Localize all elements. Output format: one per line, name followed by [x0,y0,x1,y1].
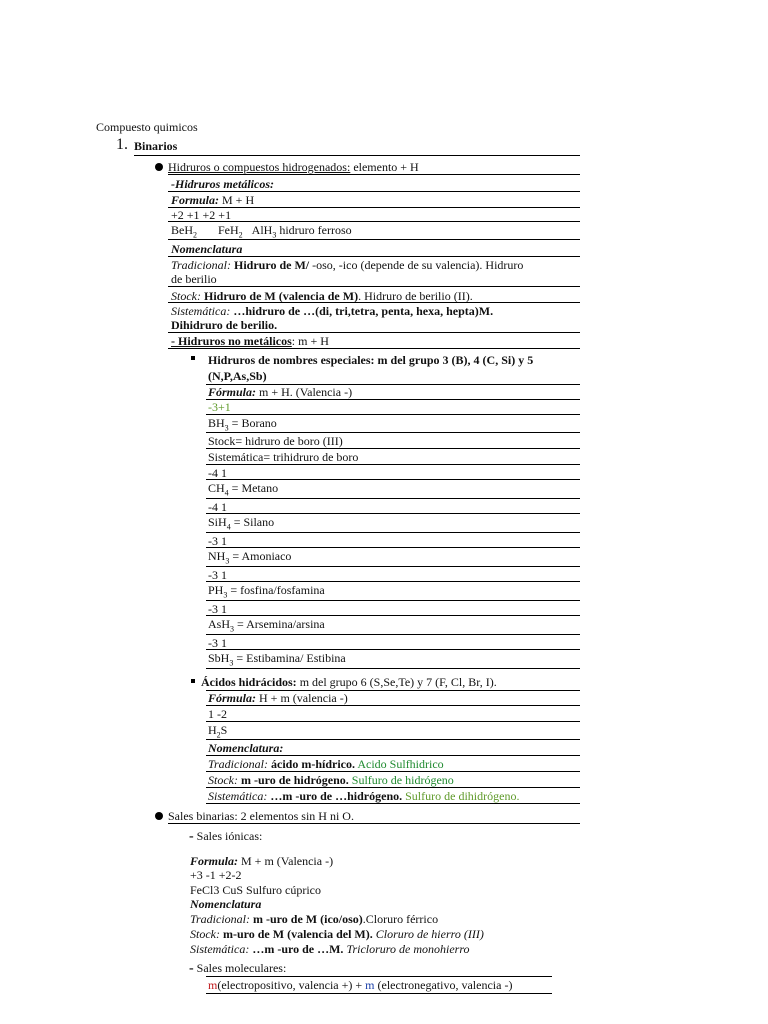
especiales-heading-cont: (N,P,As,Sb) [208,369,267,383]
divider [168,221,580,222]
acidos-heading: Ácidos hidrácidos: m del grupo 6 (S,Se,Te) y 7 (F, Cl, Br, I). [201,675,497,689]
divider [206,414,580,415]
nomenclatura-heading: Nomenclatura [171,242,243,256]
section-number: 1. [116,136,128,153]
divider [206,739,580,740]
divider [206,513,580,514]
bh3-stock-line: Stock= hidruro de boro (III) [208,434,343,448]
sih4-line: SiH$_4$ = Silano [208,515,275,532]
divider [206,532,580,533]
formula-line: Formula: M + H [171,193,255,207]
hidruros-heading: Hidruros o compuestos hidrogenados: elemento + H [168,160,419,174]
divider [206,993,552,994]
divider [206,566,580,567]
divider [168,256,580,257]
divider [168,823,580,824]
divider [206,479,580,480]
divider [206,803,580,804]
sales-nomenclatura: Nomenclatura [190,897,262,911]
sales-heading: Sales binarias: 2 elementos sin H ni O. [168,809,354,823]
divider [206,787,580,788]
valences-line: +2 +1 +2 +1 [171,208,232,222]
nometalicos-heading: - Hidruros no metálicos: m + H [171,334,329,348]
tradicional-line: Tradicional: Hidruro de M/ -oso, -ico (depende de su valencia). Hidruro [171,258,524,272]
valence-phosphorus: -3 1 [208,568,227,582]
divider [168,191,580,192]
square-bullet-icon [191,679,195,683]
divider [206,771,580,772]
divider [168,286,580,287]
sales-valences: +3 -1 +2-2 [190,868,242,882]
square-bullet-icon [191,356,195,360]
section-label: Binarios [134,139,178,153]
divider [206,615,580,616]
divider [206,432,580,433]
divider [206,634,580,635]
divider [206,705,580,706]
valence-carbon: -4 1 [208,466,227,480]
sales-moleculares-heading: - Sales moleculares: [189,961,287,976]
divider [206,649,580,650]
valence-antimony: -3 1 [208,636,227,650]
valence-boron: -3+1 [208,400,231,414]
examples-line: BeH$_2$ FeH$_2$ AlH$_3$ hidruro ferroso [171,223,352,240]
acidos-nomenclatura: Nomenclatura: [208,741,284,755]
sistematica-line: Sistemática: …hidruro de …(di, tri,tetra, penta, hexa, hepta)M. [171,304,494,318]
divider [206,448,580,449]
metalicos-heading: -Hidruros metálicos: [171,177,275,191]
valence-arsenic: -3 1 [208,602,227,616]
document-title: Compuesto quimicos [96,120,198,134]
sales-examples: FeCl3 CuS Sulfuro cúprico [190,883,321,897]
sales-formula: Formula: M + m (Valencia -) [190,854,334,868]
divider [206,464,580,465]
stock-line: Stock: Hidruro de M (valencia de M). Hidruro de berilio (II). [171,289,473,303]
valence-silicon: -4 1 [208,500,227,514]
divider [168,239,580,240]
ash3-line: AsH$_3$ = Arsemina/arsina [208,617,325,634]
sales-moleculares-formula: m(electropositivo, valencia +) + m (electronegativo, valencia -) [208,978,513,992]
divider [206,668,580,669]
sbh3-line: SbH$_3$ = Estibamina/ Estibina [208,651,346,668]
divider [206,399,580,400]
ph3-line: $PH_3$ = fosfina/fosfamina [208,583,325,600]
sales-tradicional: Tradicional: m -uro de M (ico/oso).Cloruro férrico [190,912,439,926]
sistematica-line-cont: Dihidruro de berilio. [171,318,278,332]
sales-sistematica: Sistemática: …m -uro de …M. Tricloruro de monohierro [190,942,470,956]
sales-stock: Stock: m-uro de M (valencia del M). Cloruro de hierro (III) [190,927,484,941]
bh3-sistematica-line: Sistemática= trihidruro de boro [208,450,359,464]
acidos-formula: Fórmula: H + m (valencia -) [208,691,348,705]
valence-nitrogen: -3 1 [208,534,227,548]
divider [168,348,580,349]
divider [206,498,580,499]
divider [168,302,580,303]
especiales-formula: Fórmula: m + H. (Valencia -) [208,385,353,399]
divider [134,155,580,156]
divider [206,547,580,548]
divider [206,755,580,756]
divider [206,600,580,601]
nh3-line: $NH_3$ = Amoniaco [208,549,292,566]
acidos-sistematica: Sistemática: …m -uro de …hidrógeno. Sulfuro de dihidrógeno. [208,789,520,803]
bh3-line: $BH_3$ = Borano [208,416,277,433]
especiales-heading: Hidruros de nombres especiales: m del grupo 3 (B), 4 (C, Si) y 5 [208,353,534,367]
acidos-valences: 1 -2 [208,707,227,721]
divider [206,581,580,582]
bullet-icon [155,163,163,171]
bullet-icon [155,812,163,820]
acidos-stock: Stock: m -uro de hidrógeno. Sulfuro de hidrógeno [208,773,454,787]
ch4-line: $CH_4 = Metano$ [208,481,279,498]
divider [168,174,580,175]
tradicional-line-cont: de berilio [171,272,217,286]
h2s-line: $H_2S$ [208,723,228,740]
divider [168,332,580,333]
acidos-tradicional: Tradicional: ácido m-hídrico. Acido Sulfhidrico [208,757,444,771]
divider [206,976,552,977]
divider [206,721,580,722]
sales-ionicas-heading: - Sales iónicas: [189,829,263,844]
